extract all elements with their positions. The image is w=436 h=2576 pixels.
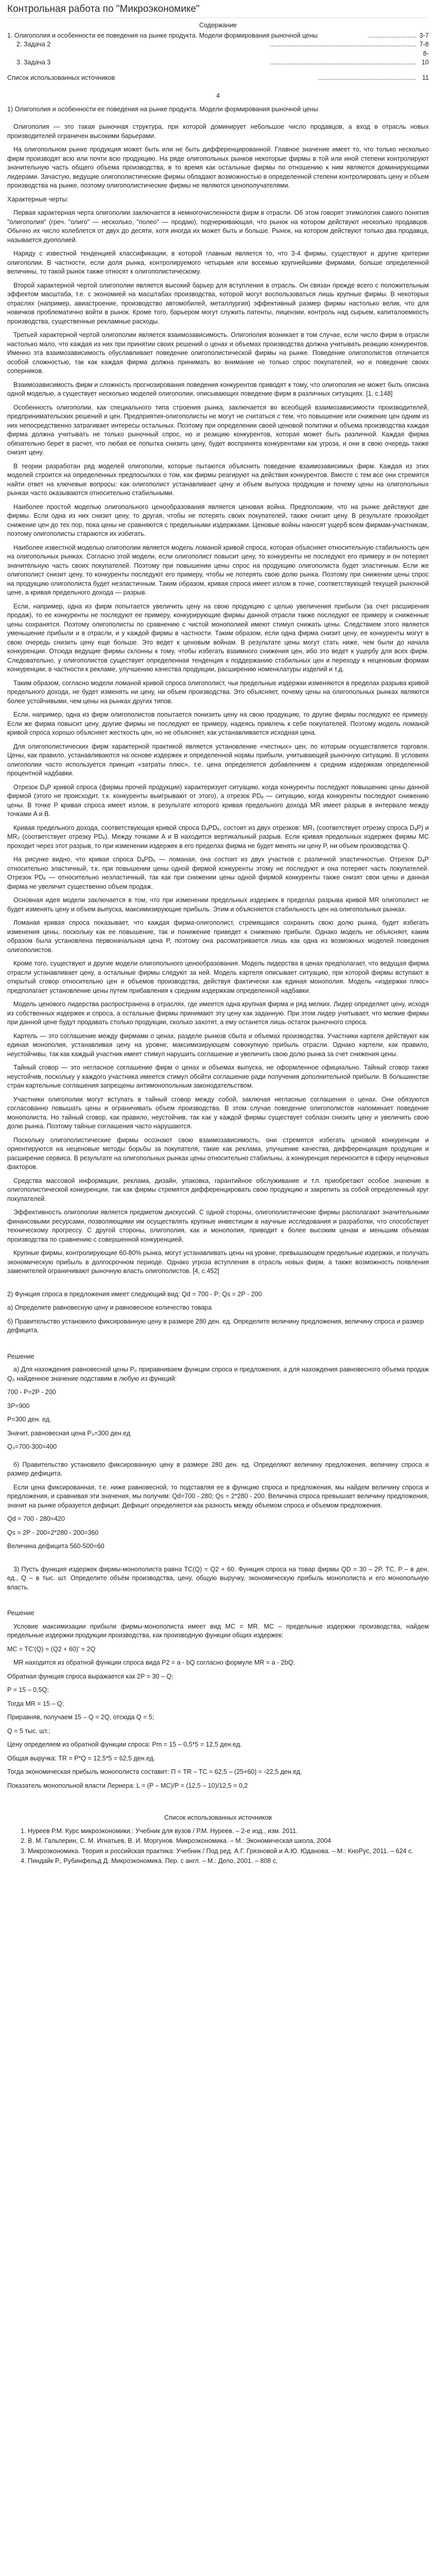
paragraph: На рисунке видно, что кривая спроса DₐPDₑ — ломаная, она состоит из двух участков с различной эластичностью. Отрезок DₐP относительно эластичный, т.к. при повышении цены одной фирмой конкуренты этому не последуют и она потеряет часть покупателей. Отрезок PDₑ — относительно неэластичный, так как при снижении цены одной фирмой конкуренты также снизят свои цены и данная фирма не увеличит существенно объем продаж. (7, 856, 429, 890)
reference-item: 2. В. М. Гальперин, С. М. Игнатьев, В. И. Моргунов. Микроэкономика. – М.: Экономическая школа, 2004 (28, 1837, 429, 1846)
paragraph: Участники олигополии могут вступать в тайный сговор между собой, заключая негласные соглашения о ценах. Они обязуются согласованно повышать цены и ограничивать объем производства. В этом случае поведение олигополистов напоминает поведение монополиста. Но тайный сговор, как правило, неустойчив, так как у каждой фирмы существует соблазн снизить цену и увеличить свою долю рынка. Поэтому тайные соглашения часто нарушаются. (7, 1095, 429, 1130)
task-2-step: Значит, равновесная цена P₀=300 ден.ед (7, 1429, 131, 1437)
task-2-step: Q₀=700-300=400 (7, 1443, 57, 1450)
paragraph: Тайный сговор — это негласное соглашение фирм о ценах и объемах выпуска, не оформленное официально. Тайный сговор также неустойчив, поскольку у каждого участника имеется стимул обойти соглашение ради получения дополнительной прибыли. В большинстве стран картельные соглашения запрещены антимонопольным законодательством. (7, 1064, 429, 1089)
paragraph: Олигополия — это такая рыночная структура, при которой доминирует небольшое число продавцов, а вход в отрасль новых производителей ограничен высокими барьерами. (7, 123, 429, 140)
references (7, 1814, 429, 1866)
task-2-part-a: а) Определите равновесную цену и равновесное количество товара (7, 1304, 212, 1311)
toc-item-page: 7-8 (419, 41, 429, 48)
task-2-solution-label: Решение (7, 1352, 34, 1360)
toc-item[interactable] (7, 49, 429, 67)
paragraph: Особенность олигополии, как специального типа строения рынка, заключается во всеобщей взаимозависимости производителей, предпринимательских решений и цен. Предприятия-олигополисты не могут не считаться с тем, что повышение или снижение цен одним из них непосредственно затрагивает интересы остальных. Поэтому при определении своей ценовой политики и объема производства каждая фирма должна учитывать не только рыночный спрос, но и реакцию конкурентов, которая может быть различной. Каждая фирма обязательно берет в расчет, что любая ее попытка снизить цену, будет воспринята конкурентами как угроза, и они в свою очередь также снизят цену. (7, 403, 429, 456)
paragraph: Для олигополистических фирм характерной практикой является установление «честных» цен, по которым осуществляется торговля. Цены, как правило, устанавливаются на основе издержек и определенной нормы прибыли, учитывающей рыночную ситуацию. В условиях олигополии часто используется принцип «затраты плюс», т.е. цена определяется добавлением к средним издержкам определенной процентной надбавки. (7, 742, 429, 777)
toc-item-text: 1. Олигополия и особенности ее поведения на рынке продукта. Модели формирования рыночной цены (7, 31, 318, 39)
task-2-step: Qs = 2P - 200=2*280 - 200=360 (7, 1529, 99, 1536)
task-2-step: 3P=900 (7, 1402, 30, 1410)
task-3-solution-label: Решение (7, 1609, 34, 1617)
paragraph: В теории разработан ряд моделей олигополии, которые пытаются объяснить поведение взаимозависимых фирм. Каждая из этих моделей строится на определенных предпосылках о том, как фирмы реагируют на действия конкурентов. Вместе с тем все они стремятся найти ответ на ключевые вопросы: как олигополист устанавливает цену и объем выпуска продукции и почему цены на олигопольных рынках часто оказываются относительно стабильными. (7, 462, 429, 497)
toc-item-page: 3-7 (419, 31, 429, 39)
task-3-mr-intro: MR находится из обратной функции спроса вида P2 = a - bQ согласно формуле MR = a - 2bQ: (13, 1659, 295, 1666)
section-1-title: 1) Олигополия и особенности ее поведения на рынке продукта. Модели формирования рыночной цены (7, 105, 318, 113)
task-3-step: Показатель монопольной власти Лернера: L = (P – MC)/P = (12,5 – 10)/12,5 = 0,2 (7, 1782, 248, 1789)
paragraph: Средства массовой информации, реклама, дизайн, упаковка, гарантийное обслуживание и т.п. приобретают особое значение в олигополистической конкуренции, так как фирмы стремятся дифференцировать свою продукцию и закрепить за собой определенный круг покупателей. (7, 1177, 429, 1202)
task-3-step: Обратная функция спроса выражается как 2P = 30 – Q; (7, 1672, 173, 1680)
task-2-solution-b-text: Если цена фиксированная, т.е. ниже равновесной, то подставляя ее в функцию спроса и предложения, мы найдем величину спроса и предложения, и сравнивая эти значения, мы получим: Qd=700 - 280; Qs = 2*280 - 200. Величина спроса превышает величину предложения, значит на рынке образуется дефицит. Дефицит определяется как разность между объемом спроса и объемом предложения. (7, 1483, 429, 1509)
table-of-contents (7, 31, 429, 83)
task-3 (7, 1565, 429, 1791)
task-2-solution-b-intro: б) Правительство установило фиксированную цену в размере 280 ден. ед. Определяют величину предложения, величину спроса и размер дефицита. (7, 1461, 429, 1477)
toc-item-text: 3. Задача 3 (16, 59, 51, 66)
toc-item[interactable] (7, 31, 429, 41)
toc-item-text: 2. Задача 2 (16, 41, 51, 48)
toc-leader-dots: ....................................................... (318, 74, 416, 81)
document-title: Контрольная работа по "Микроэкономике" (7, 3, 429, 18)
task-3-mc-line: MC = TC'(Q) = (Q2 + 60)' = 2Q (7, 1645, 96, 1653)
paragraph: Характерные черты: (7, 195, 68, 203)
task-2-statement: 2) Функция спроса в предложения имеет следующий вид: Qd = 700 - P; Qs = 2P - 200 (7, 1290, 262, 1298)
reference-item: 1. Нуреев Р.М. Курс микроэкономики.: Учебник для вузов / Р.М. Нуреев. – 2-е изд., изм. 2011. (28, 1827, 429, 1836)
paragraph: Взаимозависимость фирм и сложность прогнозирования поведения конкурентов приводят к тому, что олигополия не может быть описана одной моделью, а существует несколько моделей олигополии, описывающих поведение фирм в различных ситуациях. [1, с.148] (7, 381, 429, 397)
references-heading: Список использованных источников (164, 1814, 272, 1821)
paragraph: Кривая предельного дохода, соответствующая кривой спроса DₐPDₑ, состоит из двух отрезков: MR₁ (соответствует отрезку спроса DₐP) и MR₂ (соответствует отрезку PDₑ). Между точками A и B находится вертикальный разрыв. Если кривая предельных издержек фирмы MC проходит через этот разрыв, то при изменении издержек в его пределах фирма не будет менять ни цену P, ни объем производства Q. (7, 824, 429, 850)
section-1-body-c (7, 783, 429, 1276)
paragraph: Ломаная кривая спроса показывает, что каждая фирма-олигополист, стремящаяся сохранить свою долю рынка, будет избегать изменения цены, поскольку как ее повышение, так и понижение приведет к снижению прибыли. Однако модель не объясняет, каким образом была установлена первоначальная цена P, поэтому она рассматривается лишь как одна из возможных моделей поведения олигополистов. (7, 919, 429, 954)
paragraph: Первая характерная черта олигополии заключается в немногочисленности фирм в отрасли. Об этом говорят этимология самого понятия "олигополия" (греч. "олиго" — несколько, "полео" — продаю), подчеркивающая, что рынок на котором действуют несколько продавцов. Обычно их число колеблется от двух до десяти, хотя иногда их может быть и больше. Рынок, на котором действуют только два продавца, называется дуополией. (7, 209, 429, 244)
task-3-solution-intro: Условие максимизации прибыли фирмы-монополиста имеет вид MC = MR. MC – предельные издержки производства, найдем предельные издержки продукции производства, как производную функции общих издержек: (7, 1622, 429, 1639)
paragraph: На олигопольном рынке продукция может быть или не быть дифференцированной. Главное значение имеет то, что только несколько фирм производят всю или почти всю продукцию. На ряде олигопольных рынков некоторые фирмы в той или иной степени контролируют значительную часть общего объема производства, в то время как остальные фирмы по отношению к ним являются доминирующими лидерами. Зачастую, ведущие олигополистические фирмы обладают возможностью в определенной степени контролировать цену и объем производства на рынке, поэтому олигополистические фирмы не являются ценополучателями. (7, 146, 429, 189)
paragraph: Второй характерной чертой олигополии является высокий барьер для вступления в отрасль. Он связан прежде всего с положительным эффектом масштаба, т.е. с экономией на масштабах производства, которой могут воспользоваться лишь крупные фирмы. В некоторых отраслях (например, авиастроение, производство автомобилей, металлургия) эффективный размер фирмы настолько велик, что для новичков проблематично войти в рынок. Кроме того, барьером могут служить патенты, лицензии, контроль над сырьем, капиталоемкость производства, существенные рекламные расходы. (7, 281, 429, 325)
paragraph: Если, например, одна из фирм олигополистов попытается понизить цену на свою продукцию, то другие фирмы последуют ее примеру. Если же фирма повысит цену, другие фирмы не последуют ее примеру, надеясь привлечь к себе покупателей. Поэтому модель ломаной кривой спроса хорошо объясняет жесткость цен, но не объясняет, как устанавливается исходная цена. (7, 711, 429, 736)
toc-gap (7, 67, 429, 74)
toc-item[interactable] (7, 40, 429, 49)
toc-item[interactable] (7, 74, 429, 83)
paragraph: Кроме того, существуют и другие модели олигопольного ценообразования. Модель лидерства в ценах предполагает, что ведущая фирма отрасли устанавливает цену, а остальные фирмы следуют за ней. Модель картеля описывает ситуацию, при которой фирмы вступают в открытый сговор относительно цен и объемов производства, действуя фактически как единая монополия. Модель «издержки плюс» предполагает установление цены путем прибавления к средним издержкам определенной надбавки. (7, 960, 429, 994)
task-3-step: Цену определяем из обратной функции спроса: Pm = 15 – 0,5*5 = 12,5 ден.ед. (7, 1741, 242, 1748)
paragraph: Эффективность олигополии является предметом дискуссий. С одной стороны, олигополистические фирмы располагают значительными финансовыми ресурсами, позволяющими им осуществлять крупные инвестиции в научные исследования и разработки, что способствует техническому прогрессу. С другой стороны, олигополия, как и монополия, приводит к более высоким ценам и меньшим объемам производства по сравнению с совершенной конкуренцией. (7, 1209, 429, 1243)
toc-leader-dots: ........................... (368, 31, 416, 39)
paragraph: Наряду с известной тенденцией классификации, в которой главным является то, что 3-4 фирмы, существуют и другие критерии олигополии. В частности, если доля рынка, контролируемого четырьмя или восемью крупнейшими фирмами, больше определенной величины, то такой рынок также относят к олигополистическому. (7, 250, 429, 275)
paragraph: Если, например, одна из фирм попытается увеличить цену на свою продукцию с целью увеличения прибыли (за счет расширения продаж), то ее конкуренты не последуют ее примеру, конкурирующие фирмы данной отрасли также последуют ее примеру и сниженные цены сохранятся. Поэтому олигополисты по сравнению с чистой монополией имеют стимул снижать цены. Следствием этого является уменьшение прибыли и в отрасли, и у каждой фирмы в частности. Таким образом, если одна фирма снизит цену, ее конкуренты могут в свою очередь снизить цену еще больше. Это ведет к ценовым войнам. В результате цены могут стать ниже, чем были до начала конкуренции. Отсюда ведущие фирмы склонны к тому, чтобы избегать взаимного снижения цен, ибо это ведет к ущербу для всех фирм. Следовательно, у олигополистов существует определенная тенденция к поддержанию стабильных цен и переходу к неценовым формам конкуренции, в частности к рекламе, улучшению качества продукции, расширению номенклатуры изделий и т.д. (7, 602, 429, 673)
task-2-step: Величина дефицита 560-500=60 (7, 1543, 104, 1550)
paragraph: Таким образом, согласно модели ломаной кривой спроса олигополист, чьи предельные издержки изменяются в пределах разрыва кривой предельного дохода, не будет изменять ни цену, ни объем производства. Это объясняет, почему цены на олигопольных рынках являются более устойчивыми, чем цены на рынках других типов. (7, 679, 429, 705)
paragraph: Наиболее простой моделью олигопольного ценообразования является ценовая война. Предположим, что на рынке действуют две фирмы. Если одна из них снизит цену, то другая, чтобы не потерять своих покупателей, также снизит цену. В результате произойдет снижение цен до тех пор, пока цены не сравняются с предельными издержками. Ценовые войны наносят ущерб всем фирмам-участникам, поэтому олигополисты стараются их избегать. (7, 503, 429, 537)
section-1-body-b (7, 462, 429, 778)
paragraph: Картель — это соглашение между фирмами о ценах, разделе рынков сбыта и объемах производства. Участники картеля действуют как единая монополия, устанавливая цену на уровне, максимизирующем совокупную прибыль отрасли. Однако картели, как правило, неустойчивы, так как каждый участник имеет стимул нарушить соглашение и увеличить свою долю рынка за счет снижения цены. (7, 1032, 429, 1058)
task-3-step: Общая выручка: TR = P*Q = 12,5*5 = 62,5 ден.ед. (7, 1754, 155, 1762)
paragraph: Крупные фирмы, контролирующие 60-80% рынка, могут устанавливать цены на уровне, превышающем предельные издержки, и получать экономическую прибыль в долгосрочном периоде. Однако угроза вступления в отрасль новых фирм, а также возможность появления заменителей ограничивают рыночную власть олигополистов. [4, с.452] (7, 1249, 429, 1275)
task-2-step: 700 - P=2P - 200 (7, 1388, 56, 1396)
page-number: 4 (216, 92, 220, 99)
paragraph: Модель ценового лидерства распространена в отраслях, где имеется одна крупная фирма и ряд мелких. Лидер определяет цену, исходя из собственных издержек и спроса, а остальные фирмы принимают эту цену как заданную. При этом лидер учитывает, что мелкие фирмы при данной цене будут продавать столько продукции, сколько захотят, а ему останется лишь остаток рыночного спроса. (7, 1001, 429, 1026)
paragraph: Наиболее известной моделью олигополии является модель ломаной кривой спроса, которая объясняет относительную стабильность цен на олигопольных рынках. Согласно этой модели, если олигополист повысит цену, то конкуренты не последуют его примеру и он потеряет значительную часть своих покупателей. Поэтому при повышении цены спрос на продукцию олигополиста будет эластичным. Если же олигополист снизит цену, то конкуренты последуют его примеру, чтобы не потерять свою долю рынка. Поэтому при снижении цены спрос на продукцию олигополиста будет неэластичным. Таким образом, кривая спроса имеет излом в точке, соответствующей текущей рыночной цене, а кривая предельного дохода — разрыв. (7, 544, 429, 596)
reference-item: 4. Пиндайк Р., Рубинфельд Д. Микроэкономика. Пер. с англ. – М.: Дело, 2001. – 808 с. (28, 1857, 429, 1866)
toc-item-text: Список использованных источников (7, 74, 115, 81)
toc-item-page: 8-10 (422, 49, 429, 66)
toc-leader-dots: .................................................................................. (270, 59, 416, 66)
paragraph: Отрезок DₐP кривой спроса (фирмы прочей продукции) характеризует ситуацию, когда конкуренты последуют повышению цены данной фирмой (этого не происходит, т.к. конкуренты выигрывают от этого), а отрезок PDₑ — ситуацию, когда конкуренты последуют снижению цены. В точке P кривая спроса имеет излом, в результате которого кривая предельного дохода MR имеет разрыв в интервале между точками A и B. (7, 783, 429, 818)
task-2-step: Qd = 700 - 280=420 (7, 1515, 65, 1522)
references-list (7, 1827, 429, 1866)
task-3-statement: 3) Пусть функция издержек фирмы-монополиста равна TC(Q) = Q2 + 60. Функция спроса на товар фирмы QD = 30 – 2P. TC, P – в ден. ед., Q – в тыс. шт. Определите объём производства, цену, общую выручку, экономическую прибыль монополиста и его монопольную власть. (7, 1565, 429, 1591)
task-3-step: Тогда MR = 15 – Q; (7, 1700, 64, 1707)
task-3-step: Приравняв, получаем 15 – Q = 2Q, отсюда Q = 5; (7, 1714, 154, 1721)
paragraph: Поскольку олигополистические фирмы осознают свою взаимозависимость, они стремятся избегать ценовой конкуренции и ориентируются на неценовые методы борьбы за покупателя, такие как реклама, улучшение качества, дифференциация продукции и расширение сервиса. В результате на олигопольных рынках цены относительно стабильны, а конкуренция переносится в сферу неценовых факторов. (7, 1136, 429, 1171)
task-3-step: Q = 5 тыс. шт.; (7, 1727, 50, 1735)
paragraph: Основная идея модели заключается в том, что при изменении предельных издержек в пределах разрыва кривой MR олигополист не будет изменять цену и объем выпуска, максимизирующие прибыль. Этим и объясняется стабильность цен на олигопольных рынках. (7, 896, 429, 913)
toc-leader-dots: .................................................................................. (270, 41, 416, 48)
task-2-part-b: б) Правительство установило фиксированную цену в размере 280 ден. ед. Определите величину предложения, величину спроса и размер дефицита. (7, 1317, 424, 1334)
task-2 (7, 1290, 429, 1551)
paragraph: Третьей характерной чертой олигополии является взаимозависимость. Олигополия возникает в том случае, если число фирм в отрасли настолько мало, что каждая из них при принятии своих решений о ценах и объемах производства должна учитывать реакцию конкурентов. Именно эта взаимозависимость обуславливает поведение олигополистической фирмы на рынке. Поведение олигополистов отличается особой сложностью, так как каждая фирма должна принимать во внимание не только спрос покупателей, но и поведение своих соперников. (7, 331, 429, 375)
task-3-step: Тогда экономическая прибыль монополиста составит: П = TR – TC = 62,5 – (25+60) = -22,5 ден.ед. (7, 1768, 302, 1775)
task-2-step: P=300 ден. ед. (7, 1416, 51, 1423)
toc-item-page: 11 (422, 74, 429, 81)
section-1-body-a (7, 123, 429, 457)
task-3-step: P = 15 – 0,5Q; (7, 1686, 49, 1693)
task-2-solution-a-intro: а) Для нахождения равновесной цены P₀ приравниваем функции спроса и предложения, а для нахождения равновесного объема продаж Q₀ найденное значение подставим в любую из функций: (7, 1366, 429, 1382)
toc-heading: Содержание (199, 22, 237, 29)
reference-item: 3. Микроэкономика. Теория и российская практика: Учебник / Под ред. А.Г. Грязновой и А.Ю. Юданова. – М.: КноРус, 2011. – 624 с. (28, 1847, 429, 1856)
